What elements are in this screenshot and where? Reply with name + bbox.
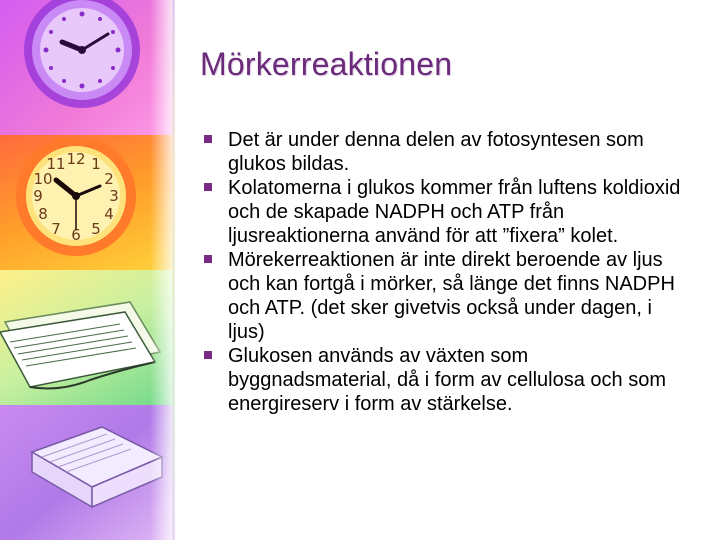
clock-numeral-2: 2 xyxy=(104,170,114,188)
bullet-text: Det är under denna delen av fotosyntesen som glukos bildas. xyxy=(228,129,644,175)
clock-numeral-1: 1 xyxy=(91,155,101,173)
bullet-square-icon xyxy=(204,135,212,143)
bullet-square-icon xyxy=(204,255,212,263)
clock-numeral-5: 5 xyxy=(91,220,101,238)
bullet-text: Mörekerreaktionen är inte direkt beroende av ljus och kan fortgå i mörker, så länge det finns NADPH och ATP. (det sker givetvis också under dagen, i ljus) xyxy=(228,249,675,343)
clock-numeral-11: 11 xyxy=(46,155,66,173)
bullet-text: Kolatomerna i glukos kommer från luftens koldioxid och de skapade NADPH och ATP från ljusreaktionerna använd för att ”fixera” kolet. xyxy=(228,177,681,247)
clock-numeral-12: 12 xyxy=(66,150,86,168)
clock-numeral-3: 3 xyxy=(109,187,119,205)
clock-numeral-10: 10 xyxy=(33,170,53,188)
strip-fade xyxy=(150,0,190,540)
bullet-square-icon xyxy=(204,183,212,191)
bullet-list xyxy=(204,128,694,416)
strip-edge-line xyxy=(172,0,175,540)
clock-numeral-4: 4 xyxy=(104,205,114,223)
stacked-papers-image xyxy=(0,282,165,394)
orange-clock-image xyxy=(8,138,148,258)
bullet-square-icon xyxy=(204,351,212,359)
list-item xyxy=(204,248,694,344)
slide-title: Mörkerreaktionen xyxy=(200,46,453,82)
list-item xyxy=(204,176,694,248)
bullet-text: Glukosen används av växten som byggnadsmaterial, då i form av cellulosa och som energireserv i form av stärkelse. xyxy=(228,345,666,415)
clock-numeral-8: 8 xyxy=(38,205,48,223)
list-item xyxy=(204,128,694,176)
purple-clock-image xyxy=(20,0,150,120)
clock-numeral-6: 6 xyxy=(71,226,81,244)
list-item xyxy=(204,344,694,416)
clock-numeral-9: 9 xyxy=(33,187,43,205)
decorative-image-strip xyxy=(0,0,190,540)
clock-numeral-7: 7 xyxy=(51,220,61,238)
